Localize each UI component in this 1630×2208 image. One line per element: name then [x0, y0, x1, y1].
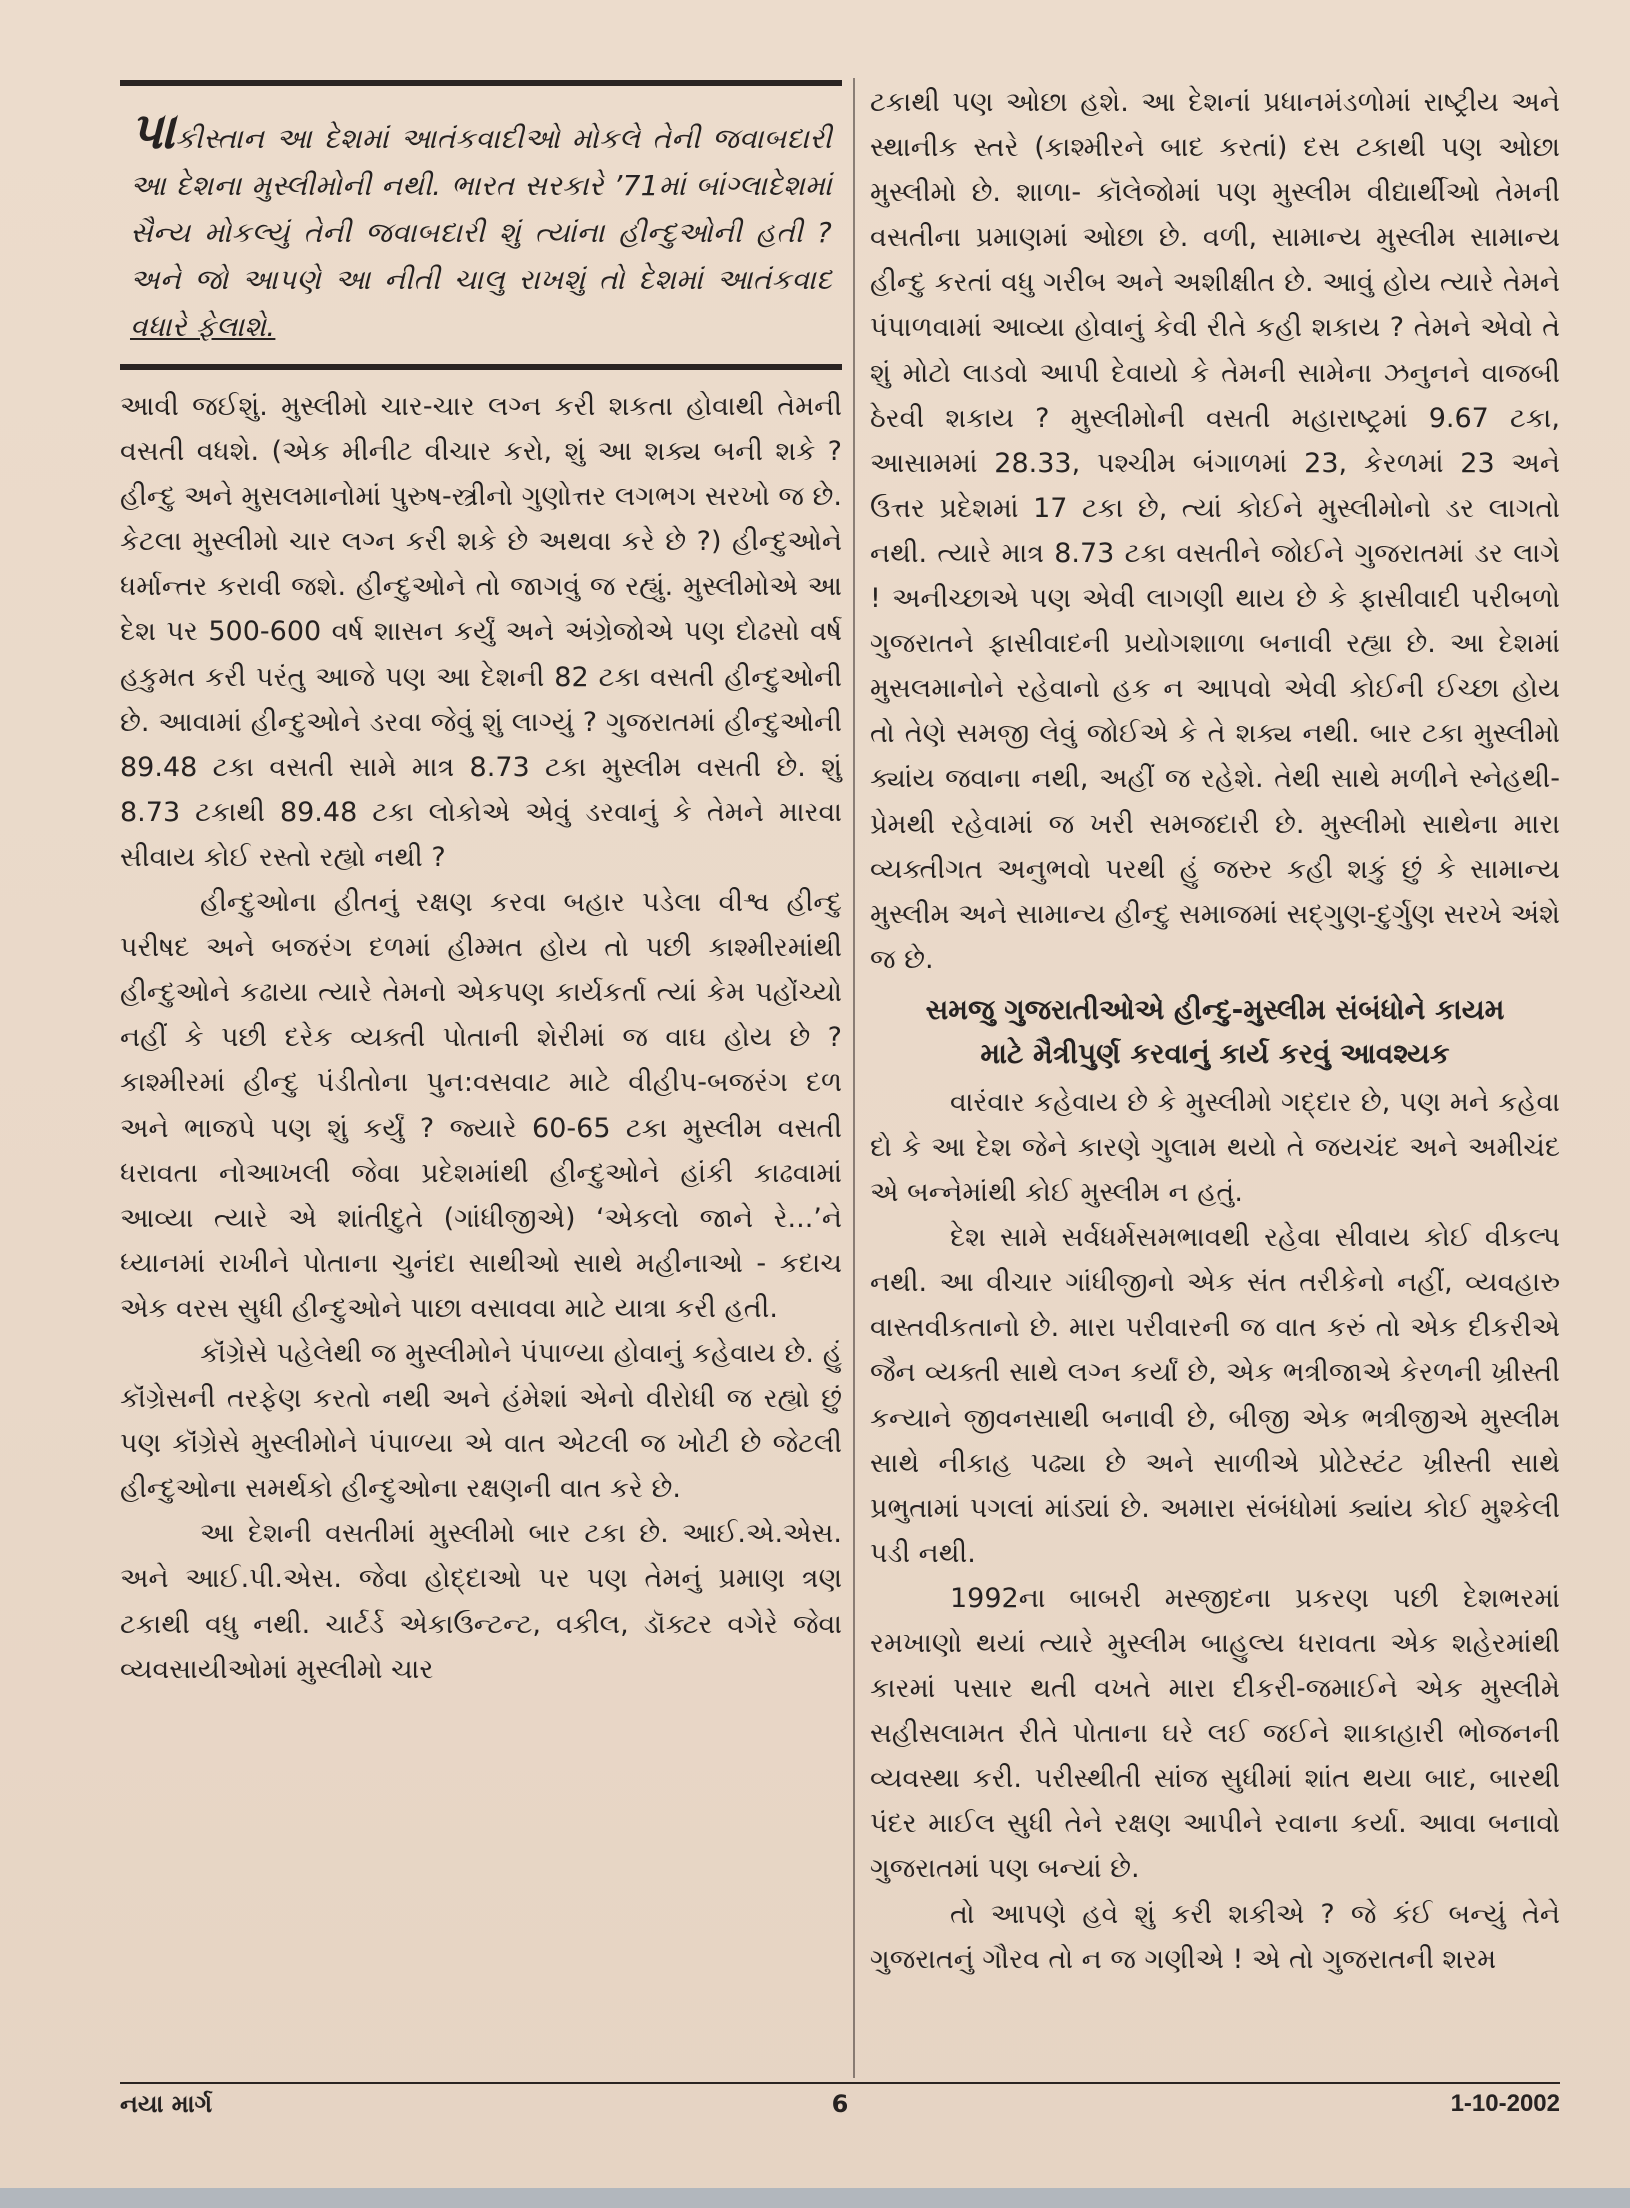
paragraph: તો આપણે હવે શું કરી શકીએ ? જે કંઈ બન્યું તેને ગુજરાતનું ગૌરવ તો ન જ ગણીએ ! એ તો ગુજરાતની શરમ: [870, 1898, 1560, 1975]
pull-quote: [120, 86, 842, 364]
pull-quote-text: [130, 102, 832, 350]
left-column: [120, 80, 842, 1692]
paragraph: ટકાથી પણ ઓછા હશે. આ દેશનાં પ્રધાનમંડળોમાં રાષ્ટ્રીય અને સ્થાનીક સ્તરે (કાશ્મીરને બાદ કરતાં) દસ ટકાથી પણ ઓછા મુસ્લીમો છે. શાળા- કૉલેજોમાં પણ મુસ્લીમ વીદ્યાર્થીઓ તેમની વસતીના પ્રમાણમાં ઓછા છે. વળી, સામાન્ય મુસ્લીમ સામાન્ય હીન્દુ કરતાં વધુ ગરીબ અને અશીક્ષીત છે. આવું હોય ત્યારે તેમને પંપાળવામાં આવ્યા હોવાનું કેવી રીતે કહી શકાય ? તેમને એવો તે શું મોટો લાડવો આપી દેવાયો કે તેમની સામેના ઝનુનને વાજબી ઠેરવી શકાય ? મુસ્લીમોની વસતી મહારાષ્ટ્રમાં 9.67 ટકા, આસામમાં 28.33, પશ્ચીમ બંગાળમાં 23, કેરળમાં 23 અને ઉત્તર પ્રદેશમાં 17 ટકા છે, ત્યાં કોઈને મુસ્લીમોનો ડર લાગતો નથી. ત્યારે માત્ર 8.73 ટકા વસતીને જોઈને ગુજરાતમાં ડર લાગે ! અનીચ્છાએ પણ એવી લાગણી થાય છે કે ફાસીવાદી પરીબળો ગુજરાતને ફાસીવાદની પ્રયોગશાળા બનાવી રહ્યા છે. આ દેશમાં મુસલમાનોને રહેવાનો હક ન આપવો એવી કોઈની ઈચ્છા હોય તો તેણે સમજી લેવું જોઈએ કે તે શક્ય નથી. બાર ટકા મુસ્લીમો ક્યાંય જવાના નથી, અહીં જ રહેશે. તેથી સાથે મળીને સ્નેહથી-પ્રેમથી રહેવામાં જ ખરી સમજદારી છે. મુસ્લીમો સાથેના મારા વ્યક્તીગત અનુભવો પરથી હું જરુર કહી શકું છું કે સામાન્ય મુસ્લીમ અને સામાન્ય હીન્દુ સમાજમાં સદ્ગુણ-દુર્ગુણ સરખે અંશે જ છે.: [870, 87, 1560, 975]
paragraph: હીન્દુઓના હીતનું રક્ષણ કરવા બહાર પડેલા વીશ્વ હીન્દુ પરીષદ અને બજરંગ દળમાં હીમ્મત હોય તો પછી કાશ્મીરમાંથી હીન્દુઓને કઢાયા ત્યારે તેમનો એકપણ કાર્યકર્તા ત્યાં કેમ પહોંચ્યો નહીં કે પછી દરેક વ્યક્તી પોતાની શેરીમાં જ વાઘ હોય છે ? કાશ્મીરમાં હીન્દુ પંડીતોના પુન:વસવાટ માટે વીહીપ-બજરંગ દળ અને ભાજપે પણ શું કર્યું ? જ્યારે 60-65 ટકા મુસ્લીમ વસતી ધરાવતા નોઆખલી જેવા પ્રદેશમાંથી હીન્દુઓને હાંકી કાઢવામાં આવ્યા ત્યારે એ શાંતીદુતે (ગાંધીજીએ) ‘એકલો જાને રે...’ને ધ્યાનમાં રાખીને પોતાના ચુનંદા સાથીઓ સાથે મહીનાઓ - કદાચ એક વરસ સુધી હીન્દુઓને પાછા વસાવવા માટે યાત્રા કરી હતી.: [120, 887, 842, 1324]
paragraph: 1992ના બાબરી મસ્જીદના પ્રકરણ પછી દેશભરમાં રમખાણો થયાં ત્યારે મુસ્લીમ બાહુલ્ય ધરાવતા એક શહેરમાંથી કારમાં પસાર થતી વખતે મારા દીકરી-જમાઈને એક મુસ્લીમે સહીસલામત રીતે પોતાના ઘરે લઈ જઈને શાકાહારી ભોજનની વ્યવસ્થા કરી. પરીસ્થીતી સાંજ સુધીમાં શાંત થયા બાદ, બારથી પંદર માઈલ સુધી તેને રક્ષણ આપીને રવાના કર્યા. આવા બનાવો ગુજરાતમાં પણ બન્યાં છે.: [870, 1582, 1560, 1885]
right-column: [870, 80, 1560, 1982]
paragraph: આ દેશની વસતીમાં મુસ્લીમો બાર ટકા છે. આઈ.એ.એસ. અને આઈ.પી.એસ. જેવા હોદ્દાઓ પર પણ તેમનું પ્રમાણ ત્રણ ટકાથી વધુ નથી. ચાર્ટર્ડ એકાઉન્ટન્ટ, વકીલ, ડૉક્ટર વગેરે જેવા વ્યવસાયીઓમાં મુસ્લીમો ચાર: [120, 1518, 842, 1685]
pull-quote-last: વધારે ફેલાશે.: [130, 310, 276, 343]
column-divider: [853, 78, 855, 2078]
pull-quote-bottom-rule: [120, 364, 842, 370]
subheading-line: સમજુ ગુજરાતીઓએ હીન્દુ-મુસ્લીમ સંબંધોને કાયમ: [925, 992, 1505, 1026]
subheading-line: માટે મૈત્રીપુર્ણ કરવાનું કાર્ય કરવું આવશ્યક: [980, 1036, 1450, 1070]
paragraph: દેશ સામે સર્વધર્મસમભાવથી રહેવા સીવાય કોઈ વીકલ્પ નથી. આ વીચાર ગાંધીજીનો એક સંત તરીકેનો નહીં, વ્યવહારુ વાસ્તવીકતાનો છે. મારા પરીવારની જ વાત કરું તો એક દીકરીએ જૈન વ્યક્તી સાથે લગ્ન કર્યાં છે, એક ભત્રીજાએ કેરળની ખ્રીસ્તી કન્યાને જીવનસાથી બનાવી છે, બીજી એક ભત્રીજીએ મુસ્લીમ સાથે નીકાહ પઢ્યા છે અને સાળીએ પ્રોટેસ્ટંટ ખ્રીસ્તી સાથે પ્રભુતામાં પગલાં માંડ્યાં છે. અમારા સંબંધોમાં ક્યાંય કોઈ મુશ્કેલી પડી નથી.: [870, 1222, 1560, 1569]
page-number: 6: [831, 2090, 849, 2118]
paragraph: આવી જઈશું. મુસ્લીમો ચાર-ચાર લગ્ન કરી શકતા હોવાથી તેમની વસતી વધશે. (એક મીનીટ વીચાર કરો, શું આ શક્ય બની શકે ? હીન્દુ અને મુસલમાનોમાં પુરુષ-સ્ત્રીનો ગુણોત્તર લગભગ સરખો જ છે. કેટલા મુસ્લીમો ચાર લગ્ન કરી શકે છે અથવા કરે છે ?) હીન્દુઓને ધર્માન્તર કરાવી જશે. હીન્દુઓને તો જાગવું જ રહ્યું. મુસ્લીમોએ આ દેશ પર 500-600 વર્ષ શાસન કર્યું અને અંગ્રેજોએ પણ દોઢસો વર્ષ હકુમત કરી પરંતુ આજે પણ આ દેશની 82 ટકા વસતી હીન્દુઓની છે. આવામાં હીન્દુઓને ડરવા જેવું શું લાગ્યું ? ગુજરાતમાં હીન્દુઓની 89.48 ટકા વસતી સામે માત્ર 8.73 ટકા મુસ્લીમ વસતી છે. શું 8.73 ટકાથી 89.48 ટકા લોકોએ એવું ડરવાનું કે તેમને મારવા સીવાય કોઈ રસ્તો રહ્યો નથી ?: [120, 391, 842, 873]
footer-rule: [120, 2082, 1560, 2084]
section-subheading: [870, 988, 1560, 1076]
publication-name: નયા માર્ગ: [120, 2090, 213, 2118]
paragraph: વારંવાર કહેવાય છે કે મુસ્લીમો ગદ્દાર છે, પણ મને કહેવા દો કે આ દેશ જેને કારણે ગુલામ થયો તે જયચંદ અને અમીચંદ એ બન્નેમાંથી કોઈ મુસ્લીમ ન હતું.: [870, 1086, 1560, 1209]
left-body: [120, 384, 842, 1692]
pull-quote-body: કીસ્તાન આ દેશમાં આતંકવાદીઓ મોકલે તેની જવાબદારી આ દેશના મુસ્લીમોની નથી. ભારત સરકારે ’71માં બાંગ્લાદેશમાં સૈન્ય મોકલ્યું તેની જવાબદારી શું ત્યાંના હીન્દુઓની હતી ? અને જો આપણે આ નીતી ચાલુ રાખશું તો દેશમાં આતંકવાદ: [130, 122, 832, 296]
pull-quote-dropcap: પા: [130, 102, 175, 160]
paragraph: કૉંગ્રેસે પહેલેથી જ મુસ્લીમોને પંપાળ્યા હોવાનું કહેવાય છે. હું કૉંગ્રેસની તરફેણ કરતો નથી અને હંમેશાં એનો વીરોધી જ રહ્યો છું પણ કૉંગ્રેસે મુસ્લીમોને પંપાળ્યા એ વાત એટલી જ ખોટી છે જેટલી હીન્દુઓના સમર્થકો હીન્દુઓના રક્ષણની વાત કરે છે.: [120, 1337, 842, 1505]
page-footer: [120, 2090, 1560, 2130]
issue-date: 1-10-2002: [1450, 2090, 1560, 2117]
scan-edge-band: [0, 2188, 1630, 2208]
